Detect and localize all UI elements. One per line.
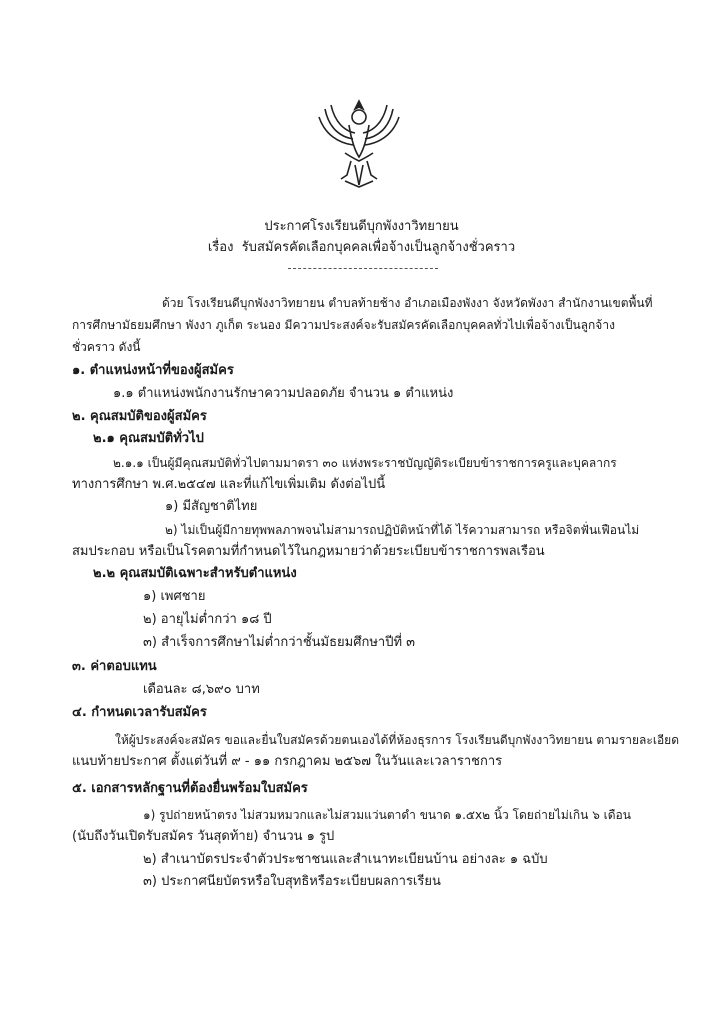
section-2-1-item-2b: สมประกอบ หรือเป็นโรคตามที่กำหนดไว้ในกฎหมายว่าด้วยระเบียบข้าราชการพลเรือน [72,544,545,559]
section-5-item-1a: ๑) รูปถ่ายหน้าตรง ไม่สวมหมวกและไม่สวมแว่นตาดำ ขนาด ๑.๕x๒ นิ้ว โดยถ่ายไม่เกิน ๖ เดือน [143,808,631,822]
section-5-item-2: ๒) สำเนาบัตรประจำตัวประชาชนและสำเนาทะเบียนบ้าน อย่างละ ๑ ฉบับ [143,852,548,867]
section-2-2-item-2: ๒) อายุไม่ต่ำกว่า ๑๘ ปี [143,612,272,627]
intro-line-2: การศึกษามัธยมศึกษา พังงา ภูเก็ต ระนอง มีความประสงค์จะรับสมัครคัดเลือกบุคคลทั่วไปเพื่อจ้างเป็นลูกจ้าง [72,318,615,332]
section-4-line-2: แนบท้ายประกาศ ตั้งแต่วันที่ ๙ - ๑๑ กรกฎาคม ๒๕๖๗ ในวันและเวลาราชการ [72,754,503,769]
section-1-item-1: ๑.๑ ตำแหน่งพนักงานรักษาความปลอดภัย จำนวน ๑ ตำแหน่ง [113,386,454,401]
section-2-heading: ๒. คุณสมบัติของผู้สมัคร [72,409,207,424]
announcement-subject [0,239,723,257]
section-2-1-line-2: ทางการศึกษา พ.ศ.๒๕๔๗ และที่แก้ไขเพิ่มเติม ดังต่อไปนี้ [72,477,386,492]
title-divider [288,268,438,269]
section-4-heading: ๔. กำหนดเวลารับสมัคร [72,705,207,720]
section-2-2-item-1: ๑) เพศชาย [143,589,206,604]
section-3-line-1: เดือนละ ๘,๖๙๐ บาท [143,682,260,697]
section-2-1-item-1: ๑) มีสัญชาติไทย [165,499,258,514]
intro-line-1: ด้วย โรงเรียนดีบุกพังงาวิทยายน ตำบลท้ายช้าง อำเภอเมืองพังงา จังหวัดพังงา สำนักงานเขตพื้นที่ [162,296,653,310]
subject-label: เรื่อง [207,240,234,255]
section-5-item-3: ๓) ประกาศนียบัตรหรือใบสุทธิหรือระเบียบผลการเรียน [143,874,441,889]
subject-text: รับสมัครคัดเลือกบุคคลเพื่อจ้างเป็นลูกจ้างชั่วคราว [241,240,516,255]
section-2-1-item-2a: ๒) ไม่เป็นผู้มีกายทุพพลภาพจนไม่สามารถปฏิบัติหน้าที่ได้ ไร้ความสามารถ หรือจิตฟั่นเฟือนไม่ [165,523,640,537]
announcement-title: ประกาศโรงเรียนดีบุกพังงาวิทยายน [264,219,459,234]
section-5-heading: ๕. เอกสารหลักฐานที่ต้องยื่นพร้อมใบสมัคร [72,781,308,796]
garuda-emblem-icon [315,95,403,191]
section-2-1-line-1: ๒.๑.๑ เป็นผู้มีคุณสมบัติทั่วไปตามมาตรา ๓๐ แห่งพระราชบัญญัติระเบียบข้าราชการครูและบุคลากร [113,456,617,470]
intro-line-3: ชั่วคราว ดังนี้ [72,340,141,354]
section-2-2-item-3: ๓) สำเร็จการศึกษาไม่ต่ำกว่าชั้นมัธยมศึกษาปีที่ ๓ [143,635,416,650]
section-4-line-1: ให้ผู้ประสงค์จะสมัคร ขอและยื่นใบสมัครด้วยตนเองได้ที่ห้องธุรการ โรงเรียนดีบุกพังงาวิทยายน ตามรายละเอียด [115,733,679,747]
section-2-1-heading: ๒.๑ คุณสมบัติทั่วไป [93,431,204,446]
section-5-item-1b: (นับถึงวันเปิดรับสมัคร วันสุดท้าย) จำนวน ๑ รูป [72,829,335,844]
section-1-heading: ๑. ตำแหน่งหน้าที่ของผู้สมัคร [72,363,234,378]
section-3-heading: ๓. ค่าตอบแทน [72,659,157,674]
section-2-2-heading: ๒.๒ คุณสมบัติเฉพาะสำหรับตำแหน่ง [93,566,297,581]
